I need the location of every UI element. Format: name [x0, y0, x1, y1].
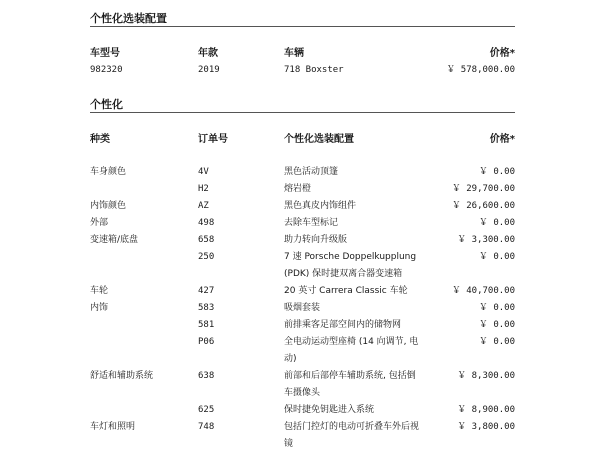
option-category: 变速箱/底盘	[90, 235, 139, 245]
option-price: ￥ 0.00	[478, 218, 515, 228]
header-year: 年款	[198, 48, 218, 59]
vehicle-name: 718 Boxster	[284, 65, 344, 75]
option-description-continued: (PDK) 保时捷双离合器变速箱	[284, 269, 403, 279]
header-option-price: 价格*	[489, 134, 515, 145]
option-price: ￥ 3,300.00	[457, 235, 515, 245]
option-category: 外部	[90, 218, 109, 228]
option-description: 7 速 Porsche Doppelkupplung	[284, 252, 417, 262]
header-option: 个性化选装配置	[284, 134, 354, 145]
base-price: ￥ 578,000.00	[446, 65, 515, 75]
option-code: 638	[198, 371, 215, 381]
option-code: 250	[198, 252, 215, 262]
section-divider	[90, 112, 515, 113]
header-category: 种类	[90, 134, 110, 145]
option-description: 吸烟套装	[284, 303, 321, 313]
option-code: 498	[198, 218, 215, 228]
header-order-no: 订单号	[198, 134, 228, 145]
option-description-continued: 镜	[284, 439, 294, 449]
option-code: 4V	[198, 167, 209, 177]
option-category: 车轮	[90, 286, 109, 296]
option-code: 658	[198, 235, 215, 245]
option-description: 黑色真皮内饰组件	[284, 201, 357, 211]
option-description: 前排乘客足部空间内的储物网	[284, 320, 402, 330]
option-code: H2	[198, 184, 209, 194]
option-description: 助力转向升级版	[284, 235, 348, 245]
option-description: 去除车型标记	[284, 218, 339, 228]
option-category: 内饰	[90, 303, 109, 313]
option-price: ￥ 40,700.00	[451, 286, 515, 296]
option-category: 车灯和照明	[90, 422, 136, 432]
option-price: ￥ 0.00	[478, 167, 515, 177]
option-price: ￥ 3,800.00	[457, 422, 515, 432]
option-description: 熔岩橙	[284, 184, 312, 194]
option-description-continued: 车摄像头	[284, 388, 321, 398]
option-code: AZ	[198, 201, 209, 211]
option-description: 全电动运动型座椅 (14 向调节, 电	[284, 337, 419, 347]
option-description: 包括门控灯的电动可折叠车外后视	[284, 422, 420, 432]
option-price: ￥ 8,300.00	[457, 371, 515, 381]
section-divider	[90, 26, 515, 27]
option-code: 583	[198, 303, 215, 313]
model-year: 2019	[198, 65, 220, 75]
option-description: 黑色活动顶篷	[284, 167, 339, 177]
option-category: 车身颜色	[90, 167, 127, 177]
option-price: ￥ 0.00	[478, 337, 515, 347]
header-vehicle: 车辆	[284, 48, 304, 59]
option-code: 748	[198, 422, 215, 432]
option-price: ￥ 29,700.00	[451, 184, 515, 194]
option-code: P06	[198, 337, 215, 347]
option-price: ￥ 0.00	[478, 320, 515, 330]
section-title-options: 个性化选装配置	[90, 12, 167, 25]
option-price: ￥ 0.00	[478, 303, 515, 313]
option-category: 内饰颜色	[90, 201, 127, 211]
option-price: ￥ 26,600.00	[451, 201, 515, 211]
model-number: 982320	[90, 65, 123, 75]
header-model-no: 车型号	[90, 48, 120, 59]
option-code: 581	[198, 320, 215, 330]
option-description: 保时捷免钥匙进入系统	[284, 405, 375, 415]
option-description: 20 英寸 Carrera Classic 车轮	[284, 286, 408, 296]
option-code: 625	[198, 405, 215, 415]
option-description: 前部和后部停车辅助系统, 包括倒	[284, 371, 416, 381]
option-category: 舒适和辅助系统	[90, 371, 154, 381]
option-price: ￥ 0.00	[478, 252, 515, 262]
option-price: ￥ 8,900.00	[457, 405, 515, 415]
option-code: 427	[198, 286, 215, 296]
section-title-personalization: 个性化	[90, 98, 123, 111]
option-description-continued: 动)	[284, 354, 297, 364]
header-price: 价格*	[489, 48, 515, 59]
